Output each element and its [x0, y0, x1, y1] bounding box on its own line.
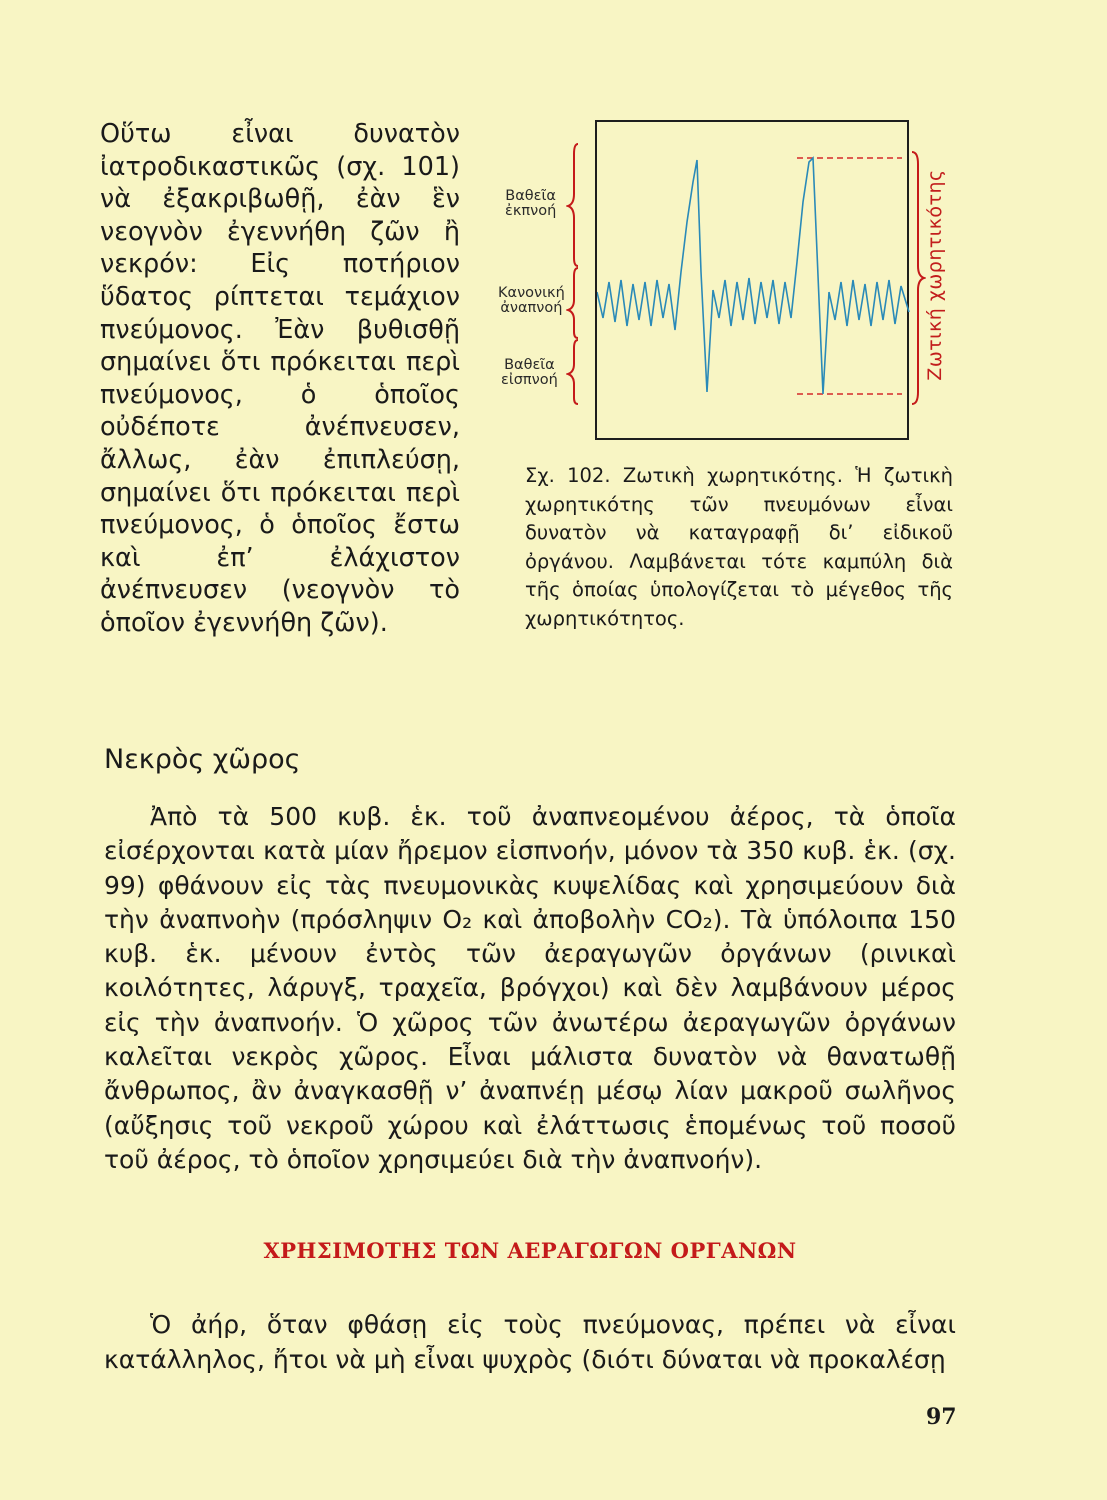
label-normal-breath-line2: ἀναπνοή: [500, 300, 563, 316]
label-deep-exhale-line1: Βαθεῖα: [505, 188, 556, 204]
left-column: [100, 118, 460, 640]
label-deep-inhale-line2: εἰσπνοή: [501, 372, 558, 388]
label-normal-breath: [498, 286, 565, 316]
caption-text: Σχ. 102. Ζωτικὴ χωρητικότης. Ἡ ζωτικὴ χωρητικότης τῶν πνευμόνων εἶναι δυνατὸν νὰ καταγραφῇ δι’ εἰδικοῦ ὀργάνου. Λαμβάνεται τότε καμπύλη διὰ τῆς ὁποίας ὑπολογίζεται τὸ μέγεθος τῆς χωρητικότητος.: [525, 464, 953, 630]
brace-deep-exhale: [568, 144, 578, 266]
label-normal-breath-line1: Κανονική: [498, 285, 565, 301]
figure-caption: [525, 462, 953, 633]
label-deep-inhale: [501, 358, 558, 388]
vital-capacity-text: Ζωτική χωρητικότης: [924, 169, 946, 381]
bottom-paragraph: Ὁ ἀήρ, ὅταν φθάσῃ εἰς τοὺς πνεύμονας, πρέπει νὰ εἶναι κατάλληλος, ἤτοι νὰ μὴ εἶναι ψυχρὸς (διότι δύναται νὰ προκαλέσῃ: [104, 1310, 956, 1374]
spirogram-trace: [597, 158, 909, 394]
main-paragraph: Ἀπὸ τὰ 500 κυβ. ἑκ. τοῦ ἀναπνεομένου ἀέρος, τὰ ὁποῖα εἰσέρχονται κατὰ μίαν ἤρεμον εἰσπνοήν, μόνον τὰ 350 κυβ. ἑκ. (σχ. 99) φθάνουν εἰς τὰς πνευμονικὰς κυψελίδας καὶ χρησιμεύουν διὰ τὴν ἀναπνοὴν (πρόσληψιν O₂ καὶ ἀποβολὴν CO₂). Τὰ ὑπόλοιπα 150 κυβ. ἑκ. μένουν ἐντὸς τῶν ἀεραγωγῶν ὀργάνων (ρινικαὶ κοιλότητες, λάρυγξ, τραχεῖα, βρόγχοι) καὶ δὲν λαμβάνουν μέρος εἰς τὴν ἀναπνοήν. Ὁ χῶρος τῶν ἀνωτέρω ἀεραγωγῶν ὀργάνων καλεῖται νεκρὸς χῶρος. Εἶναι μάλιστα δυνατὸν νὰ θανατωθῇ ἄνθρωπος, ἂν ἀναγκασθῇ ν’ ἀναπνέῃ μέσῳ λίαν μακροῦ σωλῆνος (αὔξησις τοῦ νεκροῦ χώρου καὶ ἐλάττωσις ἑπομένως τοῦ ποσοῦ τοῦ ἀέρος, τὸ ὁποῖον χρησιμεύει διὰ τὴν ἀναπνοήν).: [104, 802, 956, 1174]
bottom-text-block: [104, 1308, 956, 1377]
vital-capacity-label: [920, 150, 950, 400]
red-heading: ΧΡΗΣΙΜΟΤΗΣ ΤΩΝ ΑΕΡΑΓΩΓΩΝ ΟΡΓΑΝΩΝ: [263, 1238, 797, 1263]
label-deep-inhale-line1: Βαθεῖα: [504, 357, 555, 373]
page-number: 97: [926, 1404, 957, 1430]
label-deep-exhale: [505, 189, 556, 219]
section-heading: Νεκρὸς χῶρος: [104, 744, 301, 775]
spirogram-figure: [595, 120, 909, 440]
label-deep-exhale-line2: ἐκπνοή: [505, 203, 557, 219]
spirogram-chart: [597, 122, 911, 442]
left-paragraph: Οὕτω εἶναι δυνατὸν ἰατροδικαστικῶς (σχ. 101) νὰ ἐξακριβωθῇ, ἐὰν ἓν νεογνὸν ἐγεννήθη ζῶν ἢ νεκρόν: Εἰς ποτήριον ὕδατος ρίπτεται τεμάχιον πνεύμονος. Ἐὰν βυθισθῇ σημαίνει ὅτι πρόκειται περὶ πνεύμονος, ὁ ὁποῖος οὐδέποτε ἀνέπνευσεν, ἄλλως, ἐὰν ἐπιπλεύσῃ, σημαίνει ὅτι πρόκειται περὶ πνεύμονος, ὁ ὁποῖος ἔστω καὶ ἐπ’ ἐλάχιστον ἀνέπνευσεν (νεογνὸν τὸ ὁποῖον ἐγεννήθη ζῶν).: [100, 119, 460, 638]
left-braces: [566, 140, 592, 410]
brace-normal-breath: [568, 268, 578, 338]
brace-deep-inhale: [568, 340, 578, 404]
main-text-block: [104, 800, 956, 1177]
